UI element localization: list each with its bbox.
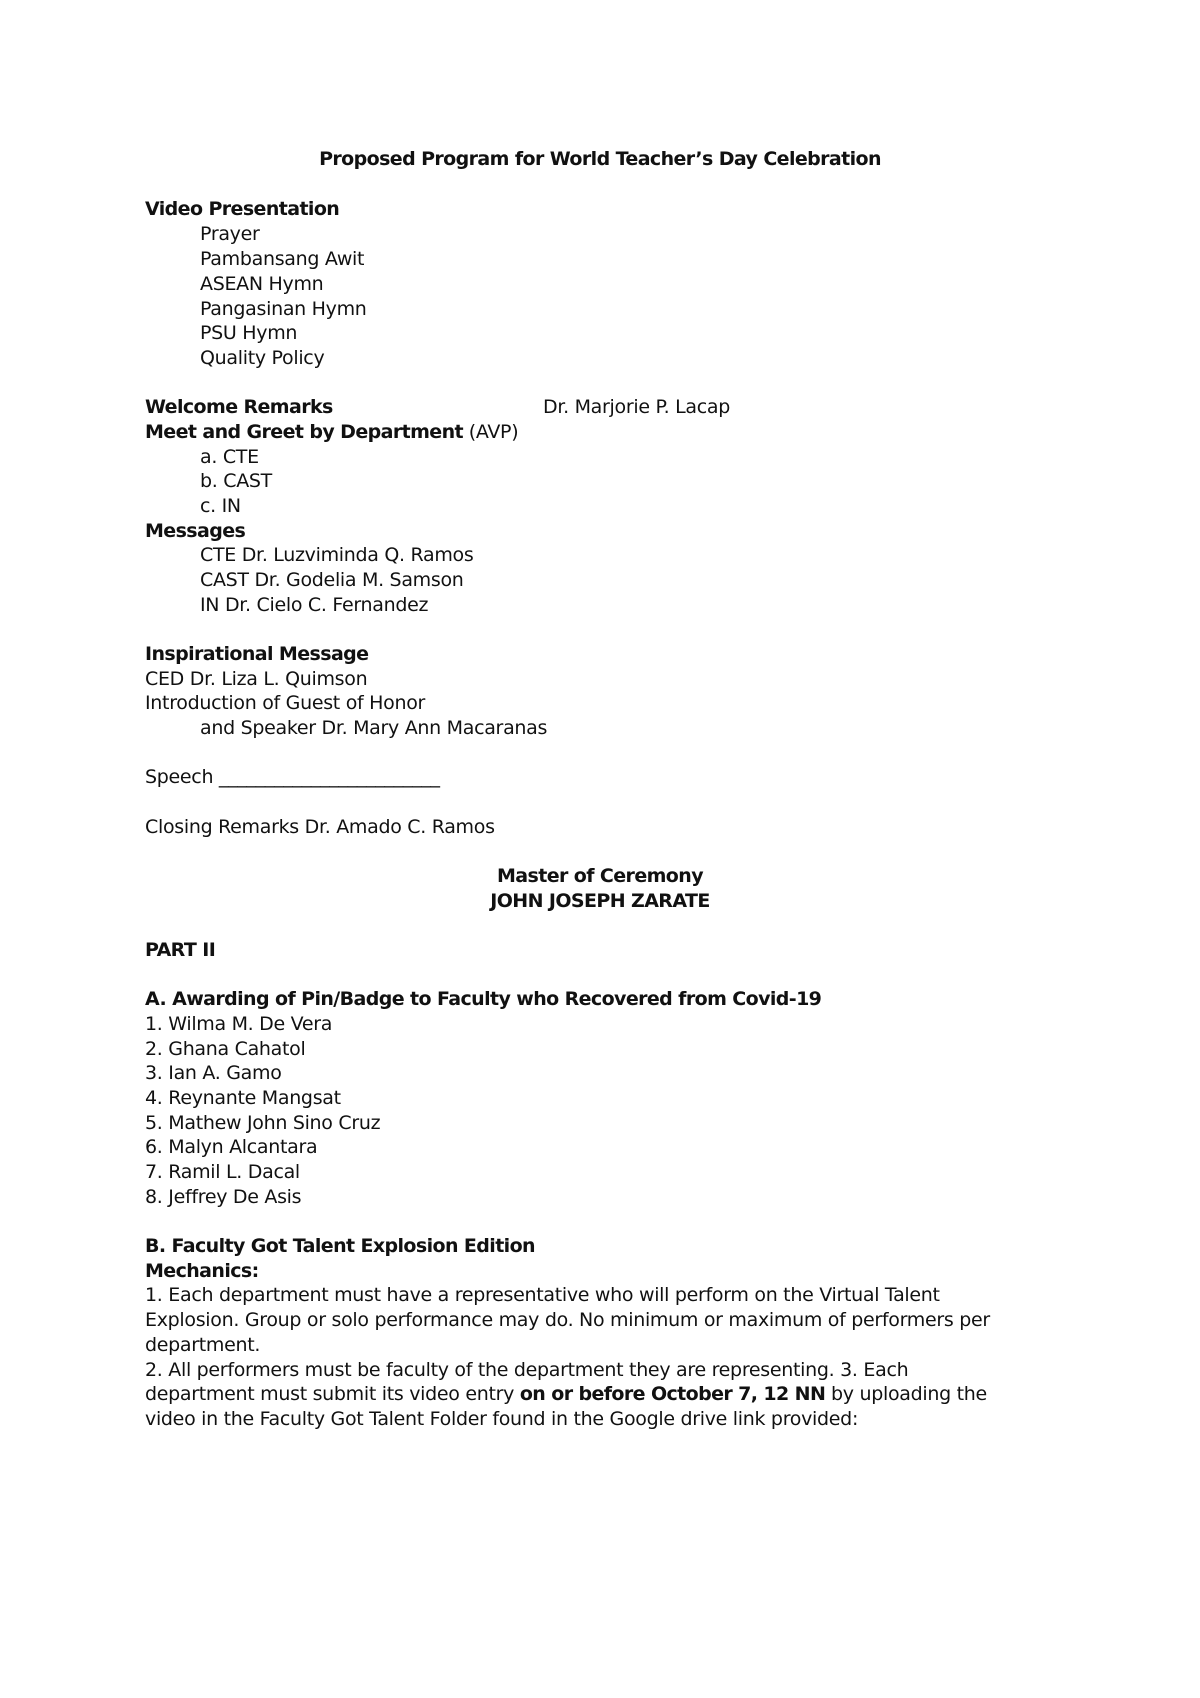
awardee-item: 5. Mathew John Sino Cruz — [145, 1112, 381, 1134]
awardee-item: 6. Malyn Alcantara — [145, 1136, 318, 1158]
speech-line: Speech ________________________ — [145, 766, 440, 788]
awardee-item: 1. Wilma M. De Vera — [145, 1013, 333, 1035]
guest-intro: Introduction of Guest of Honor — [145, 692, 426, 714]
department-item: c. IN — [200, 495, 241, 517]
department-item: a. CTE — [200, 446, 259, 468]
awardee-item: 7. Ramil L. Dacal — [145, 1161, 300, 1183]
program-item: Pambansang Awit — [200, 248, 365, 270]
message-item: CAST Dr. Godelia M. Samson — [200, 569, 464, 591]
mechanics-text: department. — [145, 1334, 261, 1356]
closing-remarks: Closing Remarks Dr. Amado C. Ramos — [145, 816, 495, 838]
inspirational-speaker: CED Dr. Liza L. Quimson — [145, 668, 368, 690]
section-b-heading: B. Faculty Got Talent Explosion Edition — [145, 1235, 535, 1257]
meet-greet-line — [145, 419, 518, 446]
messages-heading: Messages — [145, 520, 246, 542]
awardee-item: 2. Ghana Cahatol — [145, 1038, 306, 1060]
message-item: CTE Dr. Luzviminda Q. Ramos — [200, 544, 474, 566]
mechanics-text-deadline — [145, 1381, 987, 1408]
program-item: Quality Policy — [200, 347, 325, 369]
master-of-ceremony-name: JOHN JOSEPH ZARATE — [490, 890, 710, 912]
program-item: PSU Hymn — [200, 322, 298, 344]
mechanics-text: video in the Faculty Got Talent Folder found in the Google drive link provided: — [145, 1408, 859, 1430]
awardee-item: 4. Reynante Mangsat — [145, 1087, 341, 1109]
program-item: Pangasinan Hymn — [200, 298, 367, 320]
department-item: b. CAST — [200, 470, 272, 492]
inspirational-heading: Inspirational Message — [145, 643, 369, 665]
meet-greet-label: Meet and Greet by Department — [145, 421, 464, 443]
guest-speaker: and Speaker Dr. Mary Ann Macaranas — [200, 717, 548, 739]
program-item: ASEAN Hymn — [200, 273, 324, 295]
awardee-item: 3. Ian A. Gamo — [145, 1062, 282, 1084]
program-item: Prayer — [200, 223, 260, 245]
deadline-date: on or before October 7, 12 NN — [519, 1383, 826, 1405]
master-of-ceremony-label: Master of Ceremony — [497, 865, 703, 887]
deadline-prefix: department must submit its video entry — [145, 1383, 520, 1405]
awardee-item: 8. Jeffrey De Asis — [145, 1186, 302, 1208]
mechanics-text: 2. All performers must be faculty of the department they are representing. 3. Each — [145, 1359, 909, 1381]
mechanics-text: Explosion. Group or solo performance may do. No minimum or maximum of performers per — [145, 1309, 990, 1331]
meet-greet-suffix: (AVP) — [463, 421, 519, 443]
welcome-remarks-speaker: Dr. Marjorie P. Lacap — [543, 396, 731, 418]
mechanics-heading: Mechanics: — [145, 1260, 259, 1282]
deadline-suffix: by uploading the — [825, 1383, 987, 1405]
message-item: IN Dr. Cielo C. Fernandez — [200, 594, 429, 616]
video-presentation-heading: Video Presentation — [145, 198, 340, 220]
welcome-remarks-label: Welcome Remarks — [145, 396, 333, 418]
section-a-heading: A. Awarding of Pin/Badge to Faculty who Recovered from Covid-19 — [145, 988, 822, 1010]
mechanics-text: 1. Each department must have a representative who will perform on the Virtual Talent — [145, 1284, 940, 1306]
document-title: Proposed Program for World Teacher’s Day Celebration — [319, 148, 881, 170]
part-two-heading: PART II — [145, 939, 216, 961]
